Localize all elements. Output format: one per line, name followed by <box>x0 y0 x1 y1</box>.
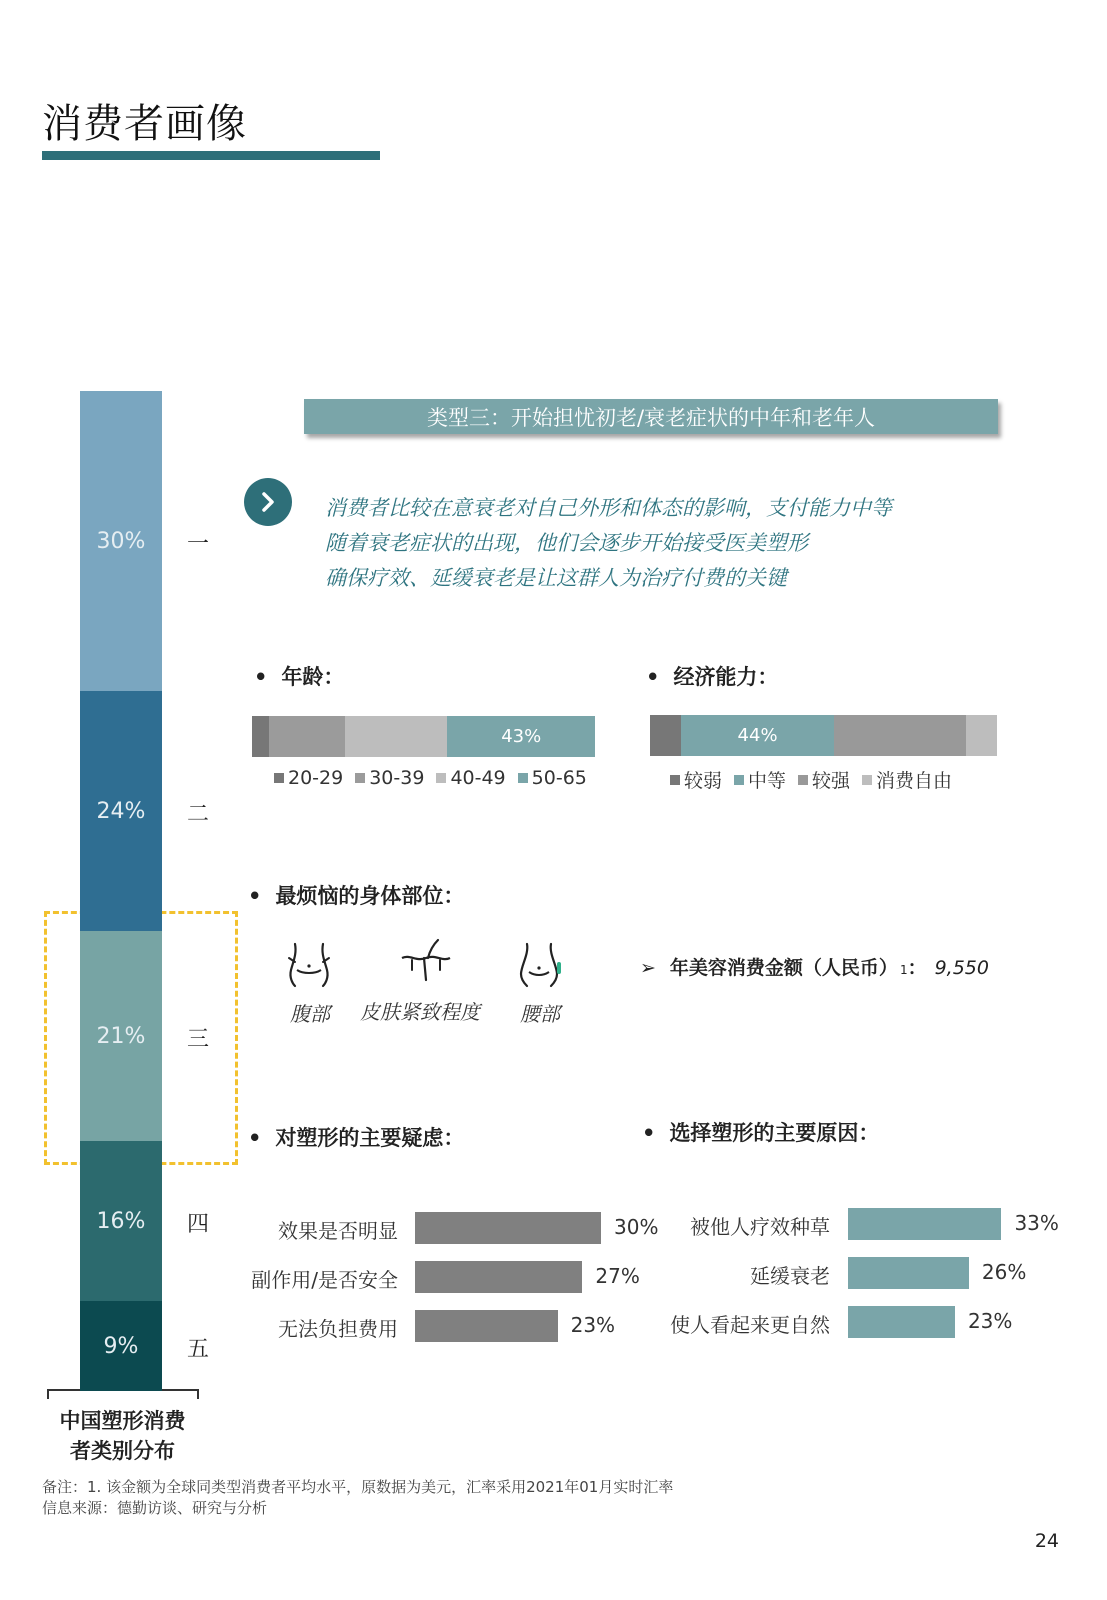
segment-2: 24% <box>80 691 162 931</box>
bar-category-label: 被他人疗效种草 <box>690 1215 830 1239</box>
legend-label: 中等 <box>748 770 787 792</box>
page-title: 消费者画像 <box>42 101 247 147</box>
legend-swatch <box>862 775 872 785</box>
description-line-3: 确保疗效、延缓衰老是让这群人为治疗付费的关键 <box>325 566 787 590</box>
bullet: • <box>646 665 660 689</box>
legend-label: 40-49 <box>450 767 506 789</box>
legend-label: 30-39 <box>369 767 425 789</box>
bar-segment <box>966 715 997 756</box>
bar-category-label: 副作用/是否安全 <box>251 1268 398 1292</box>
bar-segment <box>252 716 269 757</box>
spend-footnote-ref: 1 <box>899 963 908 977</box>
page-number: 24 <box>1034 1530 1059 1552</box>
bar-segment <box>345 716 448 757</box>
bar-category-label: 效果是否明显 <box>278 1219 398 1243</box>
bar-segment <box>834 715 966 756</box>
chevron-right-icon <box>244 478 292 526</box>
bar-segment <box>650 715 681 756</box>
description-line-2: 随着衰老症状的出现，他们会逐步开始接受医美塑形 <box>325 531 808 555</box>
body-part-label: 腹部 <box>290 1002 330 1026</box>
bar-category-label: 延缓衰老 <box>750 1264 830 1288</box>
legend-item <box>518 767 587 789</box>
arrow-icon: ➢ <box>640 957 656 979</box>
bar-value-label: 27% <box>595 1264 640 1288</box>
spend-colon: ： <box>907 957 927 979</box>
spend-label: 年美容消费金额（人民币） <box>669 957 898 979</box>
age-title: 年龄： <box>281 665 345 689</box>
body-parts-title: 最烦恼的身体部位： <box>275 884 465 908</box>
economy-title: 经济能力： <box>673 665 779 689</box>
segment-caption <box>40 1406 205 1466</box>
legend-label: 消费自由 <box>876 770 953 792</box>
reasons-title: 选择塑形的主要原因： <box>669 1121 880 1145</box>
bar-segment <box>269 716 344 757</box>
bar <box>848 1257 969 1289</box>
legend-swatch <box>518 773 528 783</box>
bar-value-label: 30% <box>614 1215 659 1239</box>
source-note: 信息来源：德勤访谈、研究与分析 <box>42 1499 268 1517</box>
legend-label: 50-65 <box>531 767 587 789</box>
bar-category-label: 无法负担费用 <box>278 1317 398 1341</box>
segment-category-label: 四 <box>186 1212 209 1237</box>
age-legend <box>274 767 599 789</box>
body-part-label: 皮肤紧致程度 <box>360 1000 480 1024</box>
concerns-title: 对塑形的主要疑虑： <box>275 1126 465 1150</box>
legend-item <box>355 767 424 789</box>
segment-caption-line-2: 者类别分布 <box>70 1439 175 1463</box>
bar <box>848 1306 955 1338</box>
age-stacked-bar <box>252 716 595 757</box>
legend-item <box>734 766 786 793</box>
segment-1: 30% <box>80 391 162 691</box>
segment-5: 9% <box>80 1301 162 1391</box>
bullet: • <box>254 665 268 689</box>
legend-item <box>798 766 850 793</box>
legend-swatch <box>436 773 446 783</box>
annual-spend <box>640 953 989 980</box>
legend-swatch <box>670 775 680 785</box>
bar-segment: 44% <box>681 715 834 756</box>
legend-swatch <box>355 773 365 783</box>
segment-4: 16% <box>80 1141 162 1301</box>
bar-category-label: 使人看起来更自然 <box>670 1313 830 1337</box>
legend-item <box>436 767 505 789</box>
reasons-section-title <box>642 1117 879 1147</box>
body-parts-section-title <box>248 880 464 910</box>
bar-segment: 43% <box>447 716 594 757</box>
title-underline <box>42 151 380 160</box>
economy-legend <box>670 766 964 793</box>
bar-value-label: 26% <box>981 1260 1027 1284</box>
bar <box>415 1261 582 1293</box>
segment-category-label: 三 <box>186 1027 209 1052</box>
legend-label: 较弱 <box>684 770 723 792</box>
skin-icon <box>398 936 454 984</box>
concerns-section-title <box>248 1122 464 1152</box>
legend-item <box>670 766 722 793</box>
segment-caption-line-1: 中国塑形消费 <box>59 1409 186 1433</box>
segment-category-label: 一 <box>186 532 209 557</box>
bar <box>415 1212 601 1244</box>
description-line-1: 消费者比较在意衰老对自己外形和体态的影响，支付能力中等 <box>325 496 892 520</box>
legend-swatch <box>798 775 808 785</box>
bullet: • <box>642 1121 656 1145</box>
body-part-label: 腰部 <box>520 1002 560 1026</box>
bullet: • <box>248 1126 262 1150</box>
segment-category-label: 五 <box>186 1337 209 1362</box>
economy-stacked-bar <box>650 715 997 756</box>
segment-category-label: 二 <box>186 802 209 827</box>
abdomen-icon <box>285 940 333 988</box>
spend-value: 9,550 <box>934 957 989 979</box>
bar <box>848 1208 1001 1240</box>
age-section-title <box>254 661 344 691</box>
footnote: 备注：1. 该金额为全球同类型消费者平均水平，原数据为美元，汇率采用2021年01月实时汇率 <box>42 1478 674 1496</box>
legend-item <box>862 766 952 793</box>
legend-label: 较强 <box>812 770 851 792</box>
economy-section-title <box>646 661 778 691</box>
bar-value-label: 23% <box>570 1313 616 1337</box>
bar-value-label: 33% <box>1014 1211 1059 1235</box>
waist-icon <box>515 940 563 988</box>
type-header: 类型三：开始担忧初老/衰老症状的中年和老年人 <box>304 399 998 434</box>
bar-value-label: 23% <box>967 1309 1013 1333</box>
legend-label: 20-29 <box>288 767 344 789</box>
legend-swatch <box>274 773 284 783</box>
bullet: • <box>248 884 262 908</box>
legend-item <box>274 767 343 789</box>
segment-3: 21% <box>80 931 162 1141</box>
bar <box>415 1310 558 1342</box>
legend-swatch <box>734 775 744 785</box>
